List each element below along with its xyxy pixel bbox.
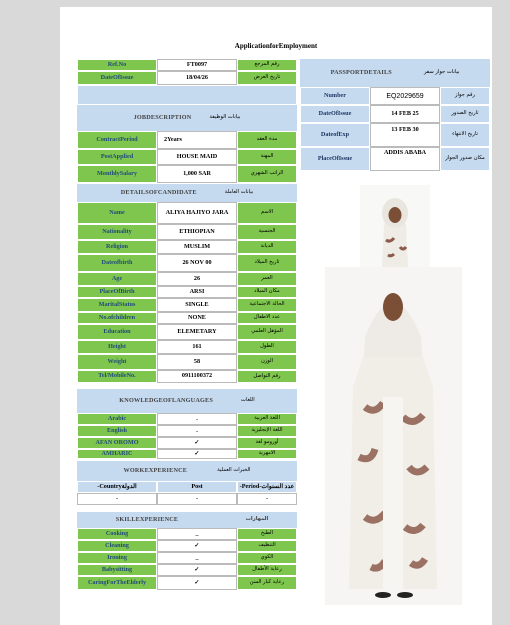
ref-label: Ref.No [77,59,157,71]
date-issue-value: 18/04/26 [157,71,237,85]
fullbody-graphic [325,267,462,605]
skills-header: SKILLEXPERIENCE [77,512,217,528]
passport-expiry-arabic: تاريخ الانتهاء [440,123,490,147]
cand-arabic: الاسم [237,202,297,224]
salary-arabic: الراتب الشهري [237,165,297,183]
cand-arabic: الطول [237,340,297,354]
cand-arabic: تاريخ الميلاد [237,254,297,272]
ref-arabic: رقم المرجع [237,59,297,71]
languages-header-arabic: اللغات [241,397,255,404]
candidate-header [77,184,297,202]
post-label: PostApplied [77,149,157,165]
lang-label: AMHARIC [77,449,157,459]
job-header-arabic: بيانات الوظيفة [209,114,241,121]
contract-arabic: مدة العقد [237,131,297,149]
cand-arabic: العمر [237,272,297,286]
candidate-fullbody-photo [325,267,462,605]
salary-value: 1,000 SAR [157,165,237,183]
work-col-country: -Countryالدولة [77,481,157,493]
skill-arabic: الطبخ [237,528,297,540]
skill-value: _ [157,528,237,540]
work-header [77,461,297,481]
skill-label: Cooking [77,528,157,540]
passport-expiry-label: DateofExp [300,123,370,147]
work-header-arabic: الخبرات العملية [217,467,251,474]
passport-issue-value: 14 FEB 25 [370,105,440,123]
lang-value: . [157,413,237,425]
skill-label: CaringForTheElderly [77,576,157,590]
skill-label: Ironing [77,552,157,564]
cand-label: PlaceOfBirth [77,286,157,298]
cand-arabic: رقم التواصل [237,370,297,383]
passport-place-value: ADDIS ABABA [370,147,440,171]
job-header [77,105,297,131]
skill-value: ✓ [157,540,237,552]
cand-label: Weight [77,354,157,370]
skill-label: Cleaning [77,540,157,552]
cand-arabic: مكان الميلاد [237,286,297,298]
languages-header-label: KNOWLEDGEOFLANGUAGES [119,396,213,404]
lang-label: English [77,425,157,437]
post-arabic: المهنة [237,149,297,165]
skill-value: ✓ [157,564,237,576]
passport-number-arabic: رقم جواز [440,87,490,105]
cand-value: 26 NOV 00 [157,254,237,272]
passport-place-label: PlaceOfIssue [300,147,370,171]
passport-issue-arabic: تاريخ الصدور [440,105,490,123]
contract-value: 2Years [157,131,237,149]
date-issue-label: DateOfIssue [77,71,157,85]
work-country-value: - [77,493,157,505]
lang-label: Arabic [77,413,157,425]
ref-value: FT0097 [157,59,237,71]
skill-arabic: رعاية كبار السن [237,576,297,590]
work-post-value: - [157,493,237,505]
cand-arabic: الوزن [237,354,297,370]
lang-value: . [157,425,237,437]
cand-value: MUSLIM [157,240,237,254]
cand-value: 161 [157,340,237,354]
cand-value: 58 [157,354,237,370]
cand-label: Education [77,324,157,340]
skill-value: _ [157,552,237,564]
application-page [60,7,492,625]
cand-value: ETHIOPIAN [157,224,237,240]
passport-header-label: PASSPORTDETAILS [330,68,392,76]
lang-label: AFAN OROMO [77,437,157,449]
passport-issue-label: DateOfIssue [300,105,370,123]
passport-number-label: Number [300,87,370,105]
skill-value: ✓ [157,576,237,590]
skill-arabic: الكوي [237,552,297,564]
cand-value: ARSI [157,286,237,298]
cand-label: Religion [77,240,157,254]
lang-arabic: أورومو لغة [237,437,297,449]
cand-label: Tel/MobileNo. [77,370,157,383]
skill-arabic: رعاية الأطفال [237,564,297,576]
skill-label: Babysitting [77,564,157,576]
cand-arabic: المؤهل العلمي [237,324,297,340]
cand-value: ALIYA HAJIYO JARA [157,202,237,224]
cand-arabic: عدد الاطفال [237,312,297,324]
cand-label: No.ofchildren [77,312,157,324]
work-period-value: - [237,493,297,505]
passport-place-arabic: مكان صدور الجواز [440,147,490,171]
lang-value: ✓ [157,449,237,459]
skills-header-arabic: المهارات [217,512,297,528]
cand-value: ELEMETARY [157,324,237,340]
passport-number-value: EQ2029659 [370,87,440,105]
salary-label: MonthlySalary [77,165,157,183]
lang-arabic: اللغة الإنجليزية [237,425,297,437]
page-title: ApplicationforEmployment [234,42,318,50]
lang-value: ✓ [157,437,237,449]
cand-label: Age [77,272,157,286]
passport-header [300,59,490,87]
passport-header-arabic: بيانات جواز سفر [423,69,460,76]
cand-value: SINGLE [157,298,237,312]
cand-value: NONE [157,312,237,324]
candidate-header-arabic: بيانات العاملة [224,189,254,196]
passport-expiry-value: 13 FEB 30 [370,123,440,147]
cand-label: Height [77,340,157,354]
cand-label: Name [77,202,157,224]
cand-label: Nationality [77,224,157,240]
candidate-header-label: DETAILSOFCANDIDATE [120,188,197,196]
cand-value: 26 [157,272,237,286]
lang-arabic: اللغة العربية [237,413,297,425]
work-header-label: WORKEXPERIENCE [123,466,188,474]
post-value: HOUSE MAID [157,149,237,165]
work-col-period: -Period-عدد السنوات [237,481,297,493]
spacer-band [77,85,297,105]
cand-label: MaritalStatus [77,298,157,312]
lang-arabic: الأمهرية [237,449,297,459]
contract-label: ContractPeriod [77,131,157,149]
job-header-label: JOBDESCRIPTION [133,113,192,121]
date-issue-arabic: تاريخ العرض [237,71,297,85]
cand-value: 0911100372 [157,370,237,383]
work-col-post: Post [157,481,237,493]
cand-arabic: الديانة [237,240,297,254]
cand-arabic: الحالة الاجتماعية [237,298,297,312]
languages-header [77,389,297,413]
candidate-portrait-photo [360,185,430,267]
skill-arabic: التنظيف [237,540,297,552]
cand-arabic: الجنسية [237,224,297,240]
portrait-graphic [360,185,430,267]
cand-label: Dateofbirth [77,254,157,272]
